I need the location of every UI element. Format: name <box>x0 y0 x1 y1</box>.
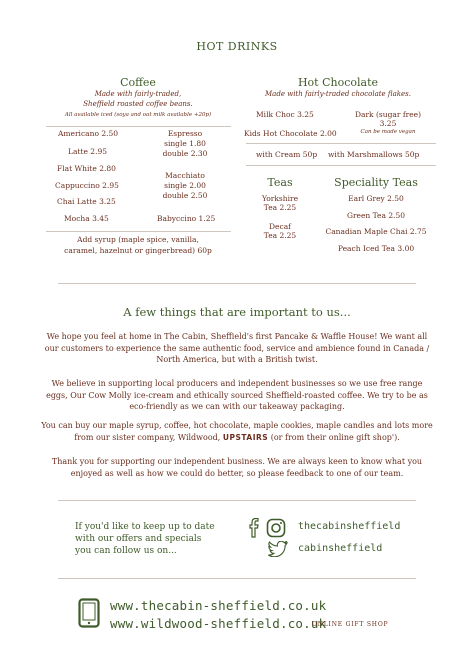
speciality-maple-chai: Canadian Maple Chai 2.75 <box>325 227 427 236</box>
divider <box>246 143 436 144</box>
coffee-note: All available iced (soya and oat milk available +20p) <box>64 112 212 118</box>
social-handle-facebook-instagram[interactable]: thecabinsheffield <box>298 521 401 532</box>
divider <box>246 165 436 166</box>
tea-yorkshire-2: Tea 2.25 <box>263 203 297 212</box>
hot-chocolate-with-cream: with Cream 50p <box>256 150 318 159</box>
coffee-macchiato-single: single 2.00 <box>164 181 206 190</box>
coffee-espresso-name: Espresso <box>167 129 203 138</box>
section-separator <box>58 283 416 284</box>
speciality-teas-title: Speciality Teas <box>334 176 418 189</box>
divider <box>46 126 231 127</box>
tea-decaf-1: Decaf <box>269 222 291 231</box>
follow-line-1: If you'd like to keep up to date <box>75 522 215 532</box>
speciality-green-tea: Green Tea 2.50 <box>346 211 406 220</box>
speciality-peach: Peach Iced Tea 3.00 <box>337 244 415 253</box>
paragraph-3-tail: (or from their online gift shop'). <box>270 432 400 442</box>
coffee-syrup-2: caramel, hazelnut or gingerbread) 60p <box>64 246 212 255</box>
follow-line-2: with our offers and specials <box>75 534 202 544</box>
facebook-icon[interactable] <box>248 518 260 538</box>
coffee-babyccino: Babyccino 1.25 <box>157 214 216 223</box>
coffee-cappuccino: Cappuccino 2.95 <box>55 181 119 190</box>
divider <box>46 231 231 232</box>
coffee-americano: Americano 2.50 <box>58 129 119 138</box>
important-paragraph-2: We believe in supporting local producers and independent businesses so we use free range eggs, Our Cow Molly ice-cream and ethically sourced Sheffield-roasted coffee. We try to be as eco-friendly as we can with our takeaway packaging. <box>46 379 428 411</box>
coffee-macchiato-double: double 2.50 <box>162 191 208 200</box>
speciality-earl-grey: Earl Grey 2.50 <box>348 194 404 203</box>
social-handle-twitter[interactable]: cabinsheffield <box>298 543 383 554</box>
hot-chocolate-with-marshmallows: with Marshmallows 50p <box>328 150 420 159</box>
instagram-icon[interactable] <box>266 518 286 538</box>
section-separator <box>58 500 416 501</box>
hot-chocolate-dark-1: Dark (sugar free) <box>354 110 421 119</box>
important-paragraph-3 <box>40 420 434 443</box>
hot-chocolate-milk: Milk Choc 3.25 <box>256 110 314 119</box>
important-title: A few things that are important to us... <box>123 305 351 319</box>
important-paragraph-1: We hope you feel at home in The Cabin, Sheffield's first Pancake & Waffle House! We want all our customers to experience the same authentic food, service and ambience found in Canada / North America, but with a British twist. <box>44 332 430 364</box>
tablet-icon <box>78 598 100 628</box>
follow-line-3: you can follow us on... <box>75 546 177 556</box>
tea-decaf-2: Tea 2.25 <box>263 231 297 240</box>
coffee-syrup-1: Add syrup (maple spice, vanilla, <box>77 235 199 244</box>
paragraph-3-text: You can buy our maple syrup, coffee, hot chocolate, maple cookies, maple candles and lots more from our sister company, Wildwood, <box>41 421 433 442</box>
hot-chocolate-dark-2: 3.25 <box>379 119 397 128</box>
coffee-title: Coffee <box>120 76 156 89</box>
hot-drinks-title: HOT DRINKS <box>196 40 278 53</box>
coffee-chai-latte: Chai Latte 3.25 <box>57 197 116 206</box>
coffee-latte: Latte 2.95 <box>68 147 108 156</box>
online-gift-shop-label: ONLINE GIFT SHOP <box>312 621 389 628</box>
hot-chocolate-vegan-note: Can be made vegan <box>360 129 416 135</box>
coffee-flat-white: Flat White 2.80 <box>57 164 116 173</box>
coffee-desc-1: Made with fairly-traded, <box>94 90 182 98</box>
coffee-espresso-double: double 2.30 <box>162 149 208 158</box>
coffee-desc-2: Sheffield roasted coffee beans. <box>83 100 193 108</box>
important-paragraph-4: Thank you for supporting our independent business. We are always keen to know what you enjoyed as well as how we could do better, so please feedback to one of our team. <box>51 457 423 478</box>
upstairs-label: UPSTAIRS <box>222 432 269 442</box>
coffee-espresso-single: single 1.80 <box>164 139 206 148</box>
section-separator <box>58 578 416 579</box>
coffee-macchiato-name: Macchiato <box>165 171 205 180</box>
tea-yorkshire-1: Yorkshire <box>261 194 299 203</box>
website-url-wildwood[interactable]: www.wildwood-sheffield.co.uk <box>110 616 327 631</box>
twitter-icon[interactable] <box>268 541 288 557</box>
hot-chocolate-kids: Kids Hot Chocolate 2.00 <box>244 129 337 138</box>
hot-chocolate-title: Hot Chocolate <box>297 76 379 89</box>
hot-chocolate-desc: Made with fairly-traded chocolate flakes. <box>265 90 411 98</box>
website-url-cabin[interactable]: www.thecabin-sheffield.co.uk <box>110 598 327 613</box>
coffee-mocha: Mocha 3.45 <box>64 214 109 223</box>
teas-title: Teas <box>267 176 293 189</box>
